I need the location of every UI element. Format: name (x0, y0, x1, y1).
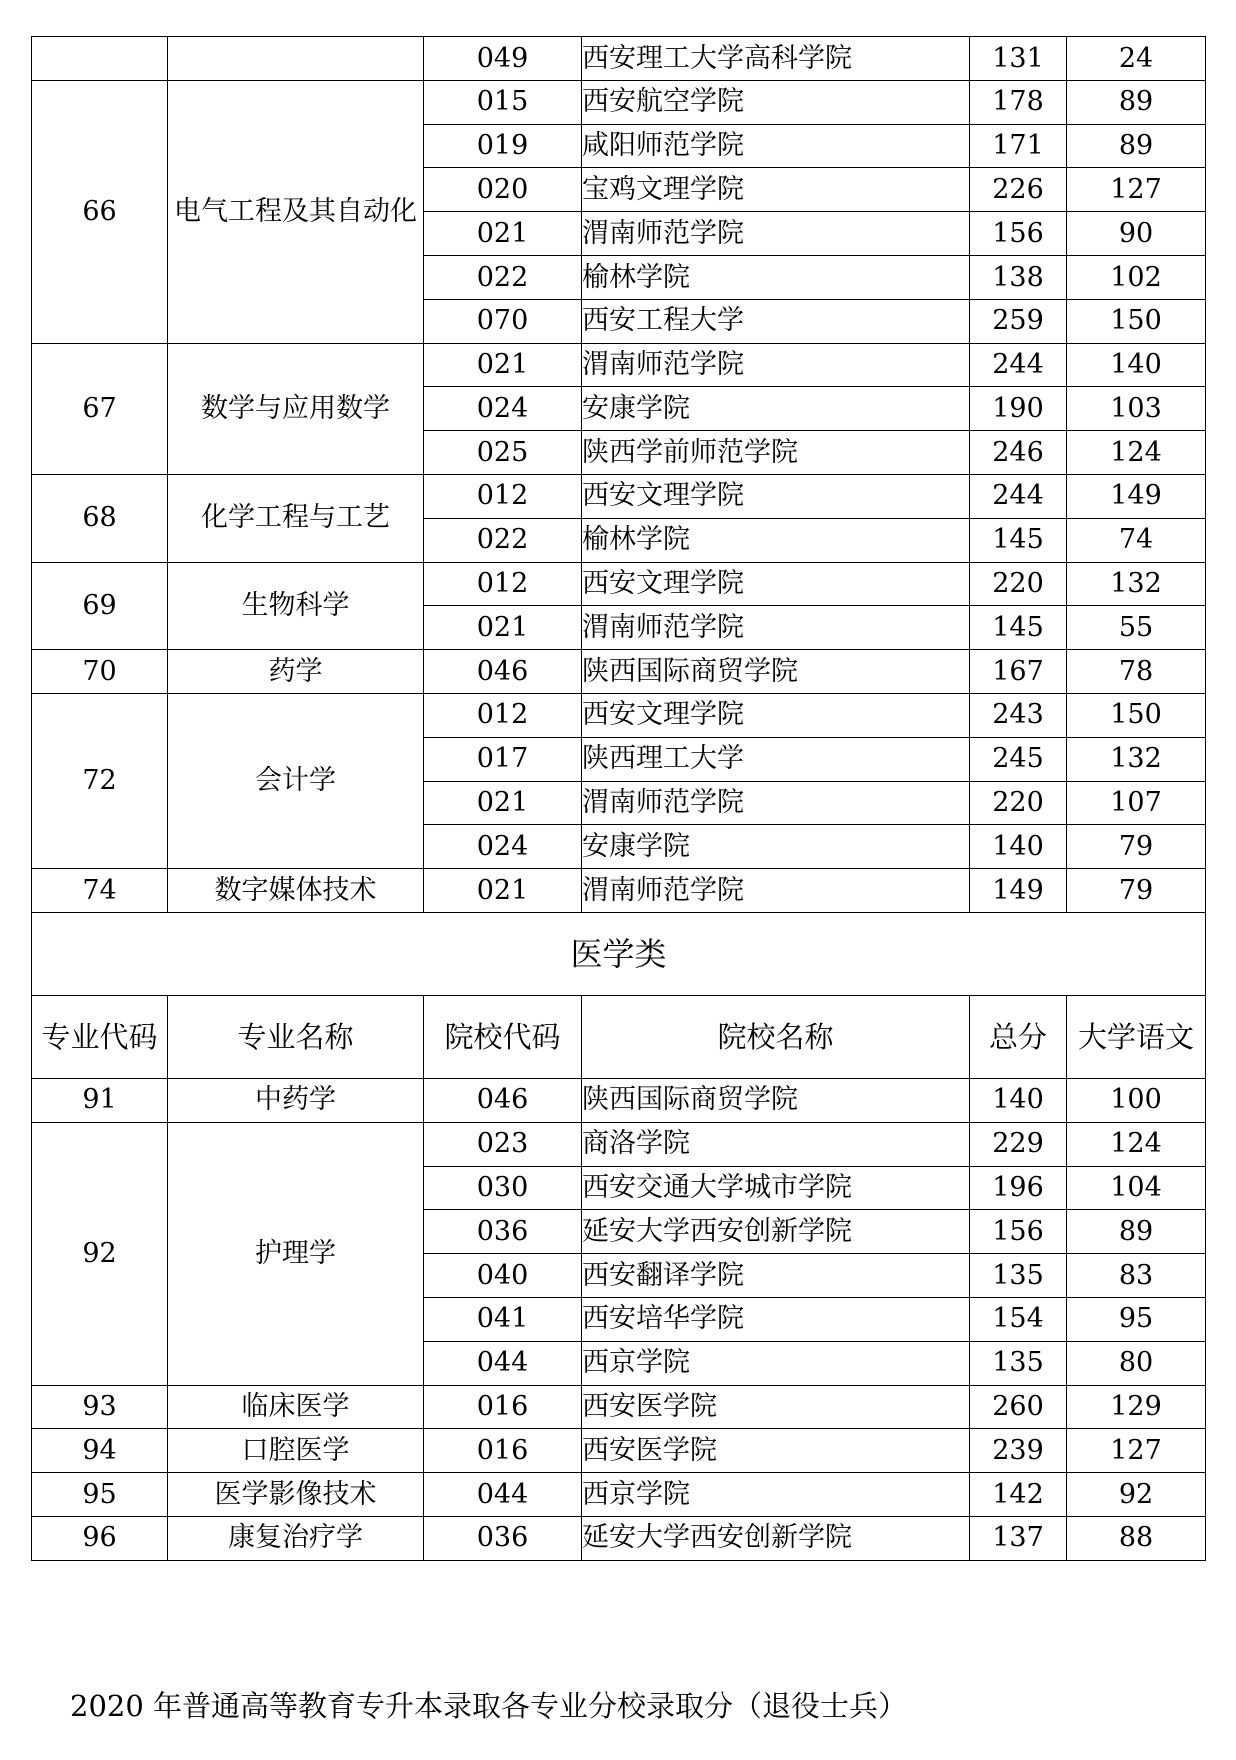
school-name-cell: 陕西学前师范学院 (582, 431, 970, 475)
major-name-cell: 数字媒体技术 (168, 869, 424, 913)
total-score-cell: 178 (970, 80, 1067, 124)
table-row (32, 869, 1206, 913)
major-code-cell: 67 (32, 343, 168, 474)
major-code-cell: 96 (32, 1516, 168, 1560)
school-name-cell: 西安文理学院 (582, 693, 970, 737)
school-name-cell: 西京学院 (582, 1341, 970, 1385)
major-code-cell: 70 (32, 650, 168, 694)
total-score-cell: 196 (970, 1166, 1067, 1210)
school-code-cell: 046 (424, 650, 582, 694)
chinese-score-cell: 140 (1067, 343, 1206, 387)
total-score-cell: 140 (970, 825, 1067, 869)
column-header: 专业名称 (168, 995, 424, 1078)
table-row (32, 693, 1206, 737)
school-code-cell: 040 (424, 1254, 582, 1298)
major-name-cell: 药学 (168, 650, 424, 694)
section-title: 医学类 (32, 912, 1206, 995)
school-name-cell: 西安交通大学城市学院 (582, 1166, 970, 1210)
chinese-score-cell: 89 (1067, 80, 1206, 124)
school-code-cell: 070 (424, 299, 582, 343)
column-header: 院校代码 (424, 995, 582, 1078)
major-name-cell: 护理学 (168, 1122, 424, 1385)
chinese-score-cell: 79 (1067, 869, 1206, 913)
chinese-score-cell: 74 (1067, 518, 1206, 562)
major-name-cell: 中药学 (168, 1078, 424, 1122)
school-name-cell: 商洛学院 (582, 1122, 970, 1166)
school-code-cell: 044 (424, 1341, 582, 1385)
chinese-score-cell: 127 (1067, 168, 1206, 212)
major-name-cell: 生物科学 (168, 562, 424, 650)
chinese-score-cell: 124 (1067, 431, 1206, 475)
school-code-cell: 012 (424, 562, 582, 606)
total-score-cell: 246 (970, 431, 1067, 475)
major-name-cell: 化学工程与工艺 (168, 474, 424, 562)
school-name-cell: 咸阳师范学院 (582, 124, 970, 168)
school-code-cell: 017 (424, 737, 582, 781)
chinese-score-cell: 124 (1067, 1122, 1206, 1166)
major-code-cell: 95 (32, 1473, 168, 1517)
total-score-cell: 138 (970, 255, 1067, 299)
admission-score-table (31, 36, 1206, 1561)
school-name-cell: 宝鸡文理学院 (582, 168, 970, 212)
school-name-cell: 西安航空学院 (582, 80, 970, 124)
school-code-cell: 036 (424, 1516, 582, 1560)
chinese-score-cell: 149 (1067, 474, 1206, 518)
school-code-cell: 021 (424, 781, 582, 825)
table-row (32, 562, 1206, 606)
school-name-cell: 延安大学西安创新学院 (582, 1516, 970, 1560)
chinese-score-cell: 79 (1067, 825, 1206, 869)
chinese-score-cell: 132 (1067, 562, 1206, 606)
total-score-cell: 226 (970, 168, 1067, 212)
column-header: 大学语文 (1067, 995, 1206, 1078)
major-name-cell: 临床医学 (168, 1385, 424, 1429)
major-name-cell (168, 37, 424, 81)
school-code-cell: 022 (424, 518, 582, 562)
total-score-cell: 145 (970, 518, 1067, 562)
school-name-cell: 渭南师范学院 (582, 212, 970, 256)
chinese-score-cell: 150 (1067, 693, 1206, 737)
school-name-cell: 渭南师范学院 (582, 606, 970, 650)
table-row (32, 1473, 1206, 1517)
column-header: 总分 (970, 995, 1067, 1078)
school-code-cell: 020 (424, 168, 582, 212)
school-code-cell: 036 (424, 1210, 582, 1254)
table-row (32, 1122, 1206, 1166)
chinese-score-cell: 127 (1067, 1429, 1206, 1473)
total-score-cell: 244 (970, 474, 1067, 518)
school-code-cell: 030 (424, 1166, 582, 1210)
school-name-cell: 安康学院 (582, 825, 970, 869)
major-code-cell: 92 (32, 1122, 168, 1385)
school-name-cell: 西安翻译学院 (582, 1254, 970, 1298)
total-score-cell: 135 (970, 1254, 1067, 1298)
school-name-cell: 西安理工大学高科学院 (582, 37, 970, 81)
total-score-cell: 245 (970, 737, 1067, 781)
chinese-score-cell: 80 (1067, 1341, 1206, 1385)
total-score-cell: 135 (970, 1341, 1067, 1385)
total-score-cell: 171 (970, 124, 1067, 168)
school-name-cell: 西安培华学院 (582, 1297, 970, 1341)
school-name-cell: 陕西理工大学 (582, 737, 970, 781)
school-code-cell: 016 (424, 1429, 582, 1473)
chinese-score-cell: 103 (1067, 387, 1206, 431)
major-name-cell: 会计学 (168, 693, 424, 868)
table-row (32, 1429, 1206, 1473)
school-name-cell: 西安文理学院 (582, 474, 970, 518)
school-code-cell: 021 (424, 869, 582, 913)
table-row (32, 343, 1206, 387)
school-code-cell: 024 (424, 387, 582, 431)
table-row (32, 80, 1206, 124)
chinese-score-cell: 129 (1067, 1385, 1206, 1429)
major-code-cell: 66 (32, 80, 168, 343)
chinese-score-cell: 24 (1067, 37, 1206, 81)
school-name-cell: 西安工程大学 (582, 299, 970, 343)
school-name-cell: 榆林学院 (582, 255, 970, 299)
major-code-cell: 69 (32, 562, 168, 650)
chinese-score-cell: 89 (1067, 124, 1206, 168)
school-code-cell: 016 (424, 1385, 582, 1429)
total-score-cell: 137 (970, 1516, 1067, 1560)
school-code-cell: 023 (424, 1122, 582, 1166)
column-header: 专业代码 (32, 995, 168, 1078)
school-name-cell: 西安文理学院 (582, 562, 970, 606)
total-score-cell: 229 (970, 1122, 1067, 1166)
school-name-cell: 延安大学西安创新学院 (582, 1210, 970, 1254)
total-score-cell: 244 (970, 343, 1067, 387)
school-code-cell: 021 (424, 343, 582, 387)
major-code-cell: 72 (32, 693, 168, 868)
school-code-cell: 049 (424, 37, 582, 81)
major-name-cell: 口腔医学 (168, 1429, 424, 1473)
chinese-score-cell: 102 (1067, 255, 1206, 299)
chinese-score-cell: 150 (1067, 299, 1206, 343)
school-code-cell: 046 (424, 1078, 582, 1122)
major-name-cell: 医学影像技术 (168, 1473, 424, 1517)
table-row (32, 37, 1206, 81)
school-code-cell: 024 (424, 825, 582, 869)
major-code-cell: 74 (32, 869, 168, 913)
total-score-cell: 140 (970, 1078, 1067, 1122)
table-row (32, 650, 1206, 694)
major-code-cell: 91 (32, 1078, 168, 1122)
school-name-cell: 陕西国际商贸学院 (582, 1078, 970, 1122)
total-score-cell: 190 (970, 387, 1067, 431)
school-code-cell: 041 (424, 1297, 582, 1341)
major-code-cell: 94 (32, 1429, 168, 1473)
school-name-cell: 西安医学院 (582, 1385, 970, 1429)
school-code-cell: 025 (424, 431, 582, 475)
chinese-score-cell: 104 (1067, 1166, 1206, 1210)
total-score-cell: 259 (970, 299, 1067, 343)
total-score-cell: 220 (970, 781, 1067, 825)
school-code-cell: 012 (424, 474, 582, 518)
page-caption: 2020 年普通高等教育专升本录取各专业分校录取分（退役士兵） (70, 1689, 908, 1723)
total-score-cell: 145 (970, 606, 1067, 650)
school-code-cell: 019 (424, 124, 582, 168)
chinese-score-cell: 89 (1067, 1210, 1206, 1254)
school-code-cell: 021 (424, 606, 582, 650)
major-name-cell: 数学与应用数学 (168, 343, 424, 474)
chinese-score-cell: 90 (1067, 212, 1206, 256)
total-score-cell: 167 (970, 650, 1067, 694)
chinese-score-cell: 83 (1067, 1254, 1206, 1298)
total-score-cell: 239 (970, 1429, 1067, 1473)
total-score-cell: 142 (970, 1473, 1067, 1517)
chinese-score-cell: 100 (1067, 1078, 1206, 1122)
chinese-score-cell: 107 (1067, 781, 1206, 825)
school-name-cell: 渭南师范学院 (582, 781, 970, 825)
total-score-cell: 220 (970, 562, 1067, 606)
total-score-cell: 149 (970, 869, 1067, 913)
table-row (32, 1385, 1206, 1429)
school-name-cell: 西京学院 (582, 1473, 970, 1517)
total-score-cell: 260 (970, 1385, 1067, 1429)
school-name-cell: 渭南师范学院 (582, 869, 970, 913)
chinese-score-cell: 88 (1067, 1516, 1206, 1560)
total-score-cell: 156 (970, 212, 1067, 256)
total-score-cell: 243 (970, 693, 1067, 737)
chinese-score-cell: 95 (1067, 1297, 1206, 1341)
chinese-score-cell: 92 (1067, 1473, 1206, 1517)
school-name-cell: 渭南师范学院 (582, 343, 970, 387)
school-code-cell: 012 (424, 693, 582, 737)
major-name-cell: 康复治疗学 (168, 1516, 424, 1560)
school-name-cell: 安康学院 (582, 387, 970, 431)
total-score-cell: 156 (970, 1210, 1067, 1254)
school-code-cell: 015 (424, 80, 582, 124)
school-code-cell: 021 (424, 212, 582, 256)
major-name-cell: 电气工程及其自动化 (168, 80, 424, 343)
header-row (32, 995, 1206, 1078)
chinese-score-cell: 132 (1067, 737, 1206, 781)
column-header: 院校名称 (582, 995, 970, 1078)
total-score-cell: 131 (970, 37, 1067, 81)
table-row (32, 474, 1206, 518)
school-name-cell: 陕西国际商贸学院 (582, 650, 970, 694)
chinese-score-cell: 78 (1067, 650, 1206, 694)
table-row (32, 1516, 1206, 1560)
section-title-row (32, 912, 1206, 995)
school-code-cell: 044 (424, 1473, 582, 1517)
major-code-cell (32, 37, 168, 81)
major-code-cell: 93 (32, 1385, 168, 1429)
major-code-cell: 68 (32, 474, 168, 562)
table-row (32, 1078, 1206, 1122)
school-code-cell: 022 (424, 255, 582, 299)
chinese-score-cell: 55 (1067, 606, 1206, 650)
total-score-cell: 154 (970, 1297, 1067, 1341)
school-name-cell: 西安医学院 (582, 1429, 970, 1473)
school-name-cell: 榆林学院 (582, 518, 970, 562)
